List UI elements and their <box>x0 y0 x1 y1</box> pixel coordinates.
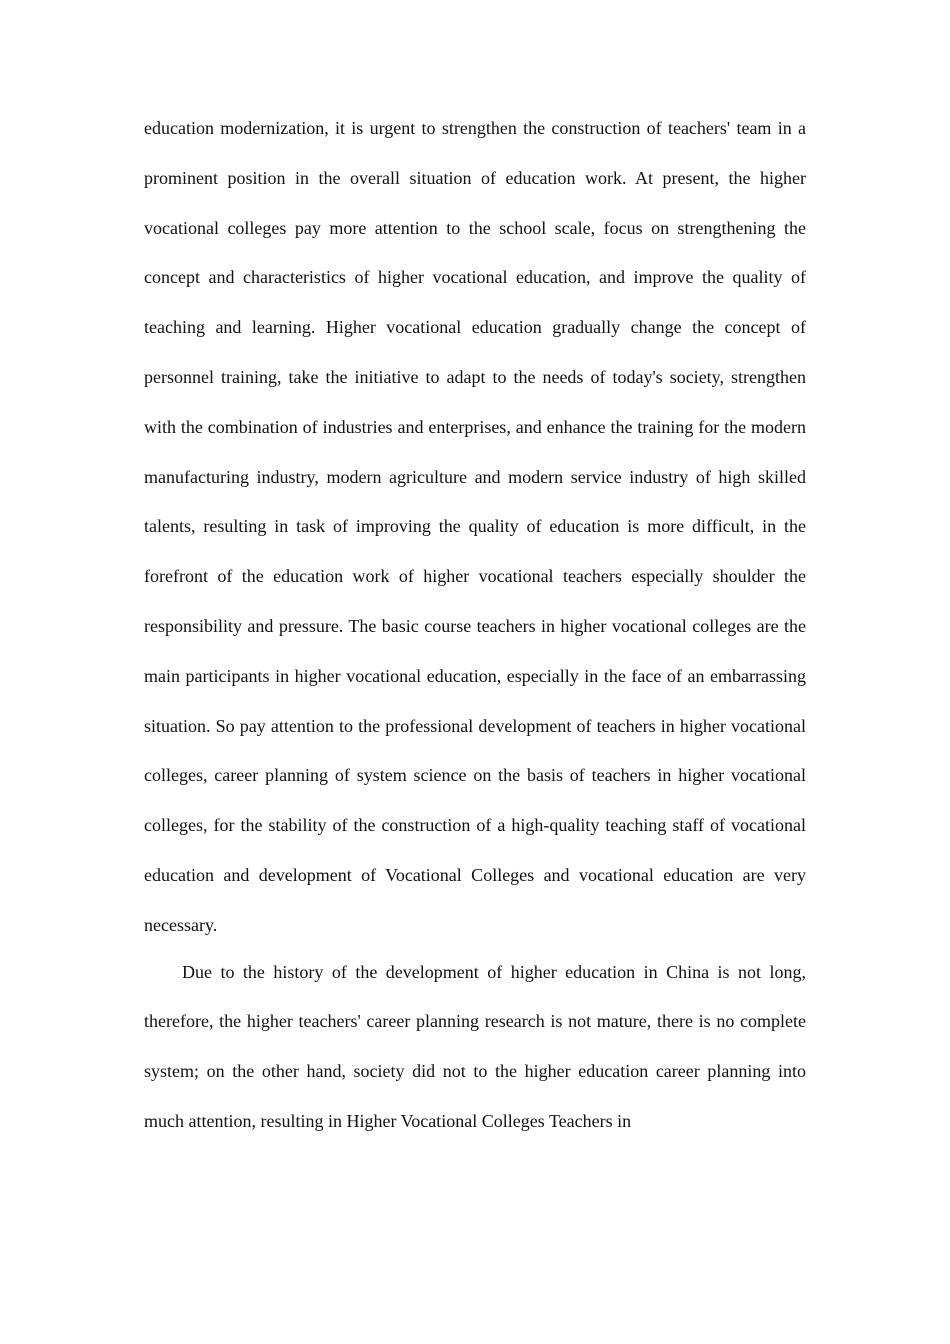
paragraph-2: Due to the history of the development of higher education in China is not long, therefore, the higher teachers' career planning research is not mature, there is no complete system; on the other hand, society did not to the higher education career planning into much attention, resulting in Higher Vocational Colleges Teachers in <box>144 961 806 1131</box>
paragraph-1: education modernization, it is urgent to strengthen the construction of teachers' team in a prominent position in the overall situation of education work. At present, the higher vocational colleges pay more attention to the school scale, focus on strengthening the concept and characteristics of higher vocational education, and improve the quality of teaching and learning. Higher vocational education gradually change the concept of personnel training, take the initiative to adapt to the needs of today's society, strengthen with the combination of industries and enterprises, and enhance the training for the modern manufacturing industry, modern agriculture and modern service industry of high skilled talents, resulting in task of improving the quality of education is more difficult, in the forefront of the education work of higher vocational teachers especially shoulder the responsibility and pressure. The basic course teachers in higher vocational colleges are the main participants in higher vocational education, especially in the face of an embarrassing situation. So pay attention to the professional development of teachers in higher vocational colleges, career planning of system science on the basis of teachers in higher vocational colleges, for the stability of the construction of a high-quality teaching staff of vocational education and development of Vocational Colleges and vocational education are very necessary. <box>144 118 806 935</box>
body-text <box>144 104 806 1147</box>
